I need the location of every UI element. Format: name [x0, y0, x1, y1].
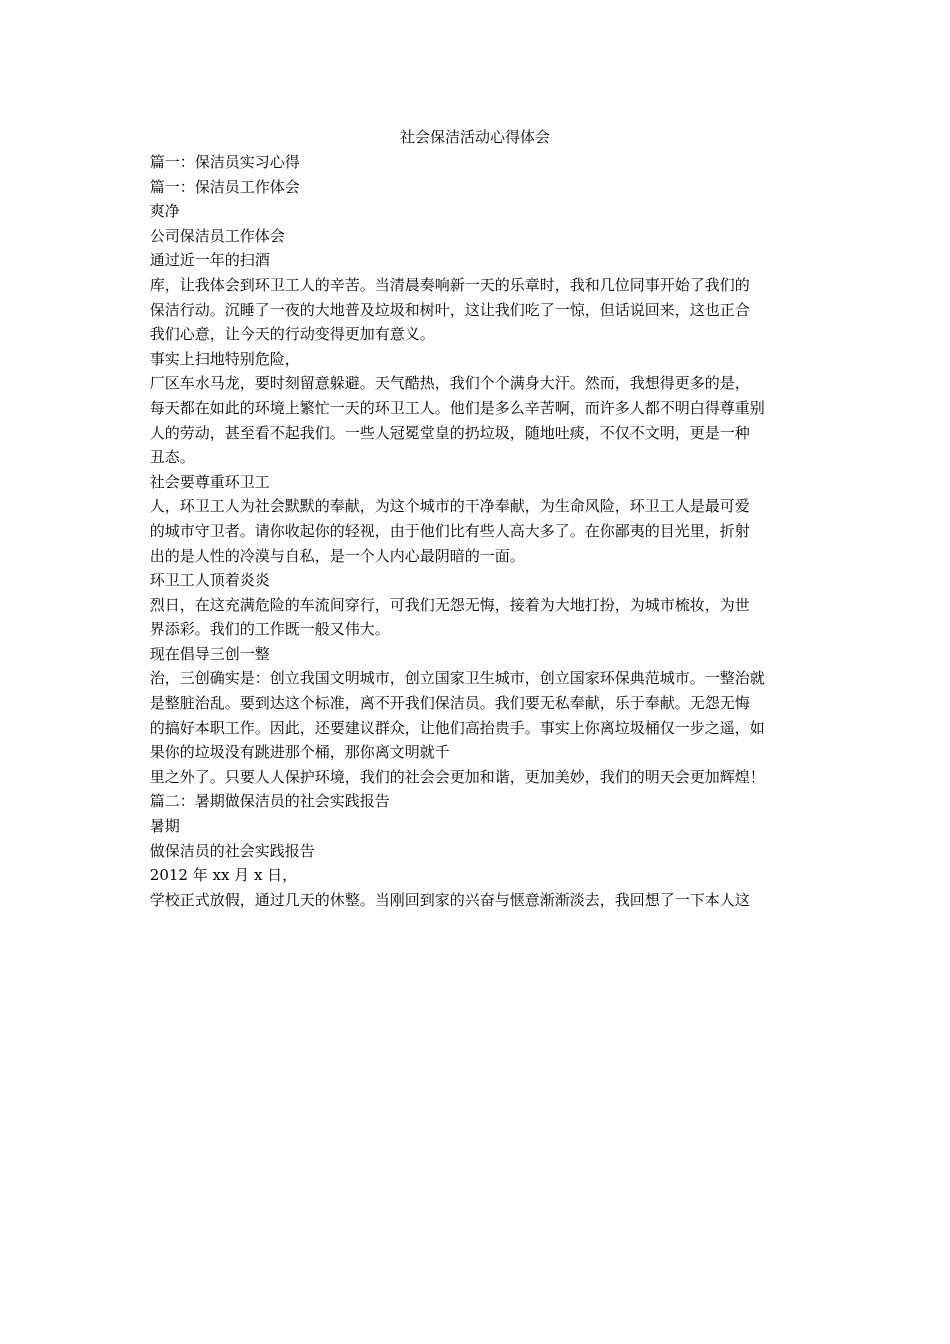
- paragraph-line: 爽净: [145, 202, 180, 221]
- paragraph-line: 公司保洁员工作体会: [145, 226, 285, 245]
- paragraph-line: 我们心意，让今天的行动变得更加有意义。: [145, 325, 435, 344]
- paragraph-line: 人的劳动，甚至看不起我们。一些人冠冕堂皇的扔垃圾，随地吐痰，不仅不文明，更是一种: [145, 423, 750, 442]
- paragraph-line: 厂区车水马龙，要时刻留意躲避。天气酷热，我们个个满身大汗。然而，我想得更多的是，: [145, 374, 750, 393]
- paragraph-line: 的搞好本职工作。因此，还要建议群众，让他们高抬贵手。事实上你离垃圾桶仅一步之遥，如: [145, 718, 765, 737]
- paragraph-line: 通过近一年的扫酒: [145, 251, 270, 270]
- paragraph-line: 做保洁员的社会实践报告: [145, 841, 315, 860]
- paragraph-line: 事实上扫地特别危险，: [145, 349, 300, 368]
- paragraph-line: 治，三创确实是：创立我国文明城市，创立国家卫生城市，创立国家环保典范城市。一整治就: [145, 669, 765, 688]
- paragraph-line: 丑态。: [145, 448, 195, 467]
- paragraph-line: 每天都在如此的环境上繁忙一天的环卫工人。他们是多么辛苦啊，而许多人都不明白得尊重别: [145, 398, 765, 417]
- paragraph-line: 保洁行动。沉睡了一夜的大地普及垃圾和树叶，这让我们吃了一惊，但话说回来，这也正合: [145, 300, 750, 319]
- paragraph-line: 里之外了。只要人人保护环境，我们的社会会更加和谐，更加美妙，我们的明天会更加辉煌！: [145, 767, 765, 786]
- paragraph-line: 篇二：暑期做保洁员的社会实践报告: [145, 792, 390, 811]
- paragraph-line: 界添彩。我们的工作既一般又伟大。: [145, 620, 390, 639]
- paragraph-line: 烈日，在这充满危险的车流间穿行，可我们无怨无悔，接着为大地打扮，为城市梳妆，为世: [145, 595, 750, 614]
- paragraph-line: 果你的垃圾没有跳进那个桶，那你离文明就千: [145, 743, 450, 762]
- paragraph-line: 是整脏治乱。要到达这个标准，离不开我们保洁员。我们要无私奉献，乐于奉献。无怨无悔: [145, 694, 750, 713]
- paragraph-line: 暑期: [145, 817, 180, 836]
- paragraph-line: 篇一：保洁员实习心得: [145, 153, 300, 171]
- paragraph-line: 社会要尊重环卫工: [145, 472, 270, 491]
- paragraph-line: 现在倡导三创一整: [145, 644, 270, 663]
- paragraph-line: 学校正式放假，通过几天的休整。当刚回到家的兴奋与惬意渐渐淡去，我回想了一下本人这: [145, 890, 750, 909]
- paragraph-line: 的城市守卫者。请你收起你的轻视，由于他们比有些人高大多了。在你鄙夷的目光里，折射: [145, 521, 750, 540]
- paragraph-line: 库，让我体会到环卫工人的辛苦。当清晨奏响新一天的乐章时，我和几位同事开始了我们的: [145, 275, 750, 294]
- paragraph-line: 出的是人性的冷漠与自私，是一个人内心最阴暗的一面。: [145, 546, 525, 565]
- paragraph-line: 人，环卫工人为社会默默的奉献，为这个城市的干净奉献，为生命风险，环卫工人是最可爱: [145, 497, 750, 516]
- document-body: [145, 150, 820, 912]
- paragraph-line: 篇一：保洁员工作体会: [145, 177, 300, 196]
- document-title: 社会保洁活动心得体会: [399, 128, 550, 146]
- paragraph-line: 2012 年 xx 月 x 日，: [145, 866, 298, 885]
- paragraph-line: 环卫工人顶着炎炎: [145, 571, 270, 590]
